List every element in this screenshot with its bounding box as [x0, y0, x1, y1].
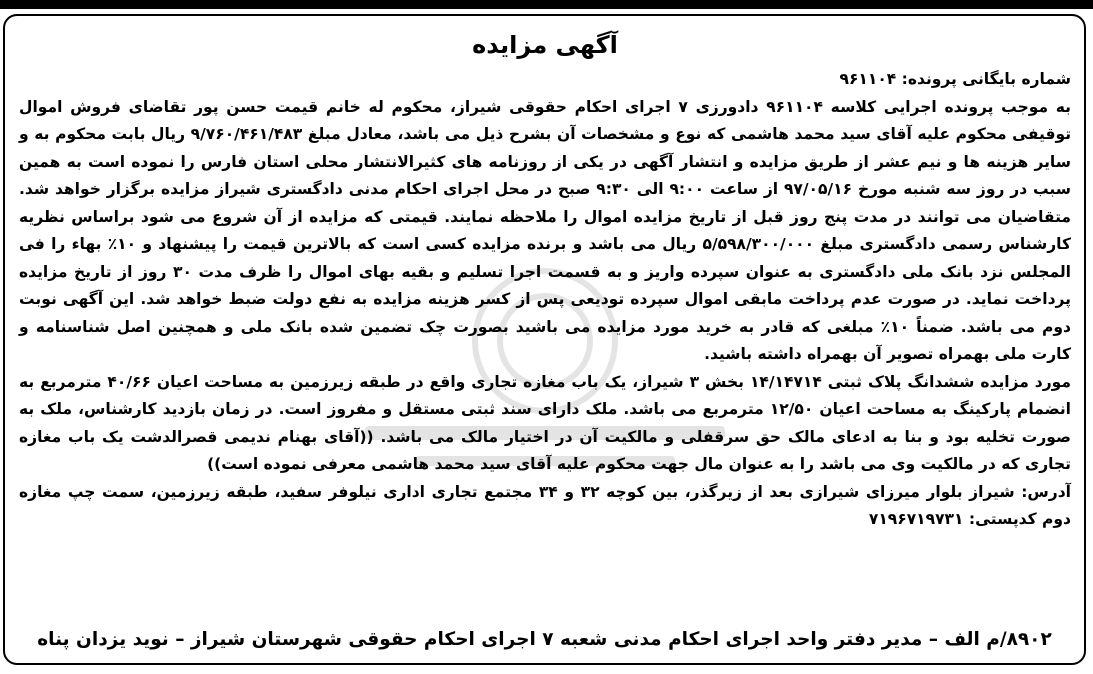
notice-address: آدرس: شیراز بلوار میرزای شیرازی بعد از زیرگذر، بین کوچه ۳۲ و ۳۴ مجتمع تجاری اداری نیلوفر سفید، طبقه زیرزمین، سمت چپ مغازه دوم کدپستی: ۷۱۹۶۷۱۹۷۳۱	[19, 482, 1071, 528]
notice-paragraph-property: مورد مزایده ششدانگ پلاک ثبتی ۱۴/۱۴۷۱۴ بخش ۳ شیراز، یک باب مغازه تجاری واقع در طبقه زیرزمین به مساحت اعیان ۴۰/۶۶ مترمربع به انضمام پارکینگ به مساحت اعیان ۱۲/۵۰ مترمربع می باشد. ملک دارای سند ثبتی مستقل و مفروز است. در زمان بازدید کارشناس، ملک به صورت تخلیه بود و بنا به ادعای مالک حق سرقفلی و مالکیت آن در اختیار مالک می باشد. ((آقای بهنام ندیمی قصرالدشت یک باب مغازه تجاری که در مالکیت وی می باشد را به عنوان مال جهت محکوم علیه آقای سید محمد هاشمی معرفی نموده است))	[19, 372, 1072, 473]
notice-title: آگهی مزایده	[472, 31, 618, 59]
notice-body	[19, 28, 1071, 534]
top-border-bar	[0, 0, 1093, 9]
archive-number: شماره بایگانی پرونده: ۹۶۱۱۰۴	[839, 70, 1071, 88]
notice-signature: ۸۹۰۲/م الف – مدیر دفتر واحد اجرای احکام مدنی شعبه ۷ اجرای احکام حقوقی شهرستان شیراز – نوید یزدان پناه	[37, 629, 1052, 650]
notice-paragraph-main: به موجب پرونده اجرایی کلاسه ۹۶۱۱۰۴ دادورزی ۷ اجرای احکام حقوقی شیراز، محکوم له خانم قیمت حسن پور تقاضای فروش اموال توقیفی محکوم علیه آقای سید محمد هاشمی که نوع و مشخصات آن بشرح ذیل می باشد، معادل مبلغ ۹/۷۶۰/۴۶۱/۴۸۳ ریال بابت محکوم به و سایر هزینه ها و نیم عشر از طریق مزایده و انتشار آگهی در یکی از روزنامه های کثیرالانتشار محلی استان فارس را نموده است به همین سبب در روز سه شنبه مورخ ۹۷/۰۵/۱۶ از ساعت ۹:۰۰ الی ۹:۳۰ صبح در محل اجرای احکام مدنی دادگستری شیراز مزایده برگزار خواهد شد. متقاضیان می توانند در مدت پنج روز قبل از تاریخ مزایده اموال را ملاحظه نمایند. قیمتی که مزایده از آن شروع می شود براساس نظریه کارشناس رسمی دادگستری مبلغ ۵/۵۹۸/۳۰۰/۰۰۰ ریال می باشد و برنده مزایده کسی است که بالاترین قیمت را پیشنهاد و ۱۰٪ بهاء را فی المجلس نزد بانک ملی دادگستری به عنوان سپرده واریز و به قسمت اجرا تسلیم و بقیه بهای اموال را ظرف مدت ۳۰ روز از تاریخ مزایده پرداخت نماید. در صورت عدم پرداخت مابقی اموال سپرده تودیعی پس از کسر هزینه مزایده به نفع دولت ضبط خواهد شد. این آگهی نوبت دوم می باشد. ضمناً ۱۰٪ مبلغی که قادر به خرید مورد مزایده می باشید بصورت چک تضمین شده بانک ملی و همچنین اصل شناسنامه و کارت ملی بهمراه تصویر آن بهمراه داشته باشید.	[19, 97, 1072, 363]
notice-frame	[3, 14, 1086, 665]
